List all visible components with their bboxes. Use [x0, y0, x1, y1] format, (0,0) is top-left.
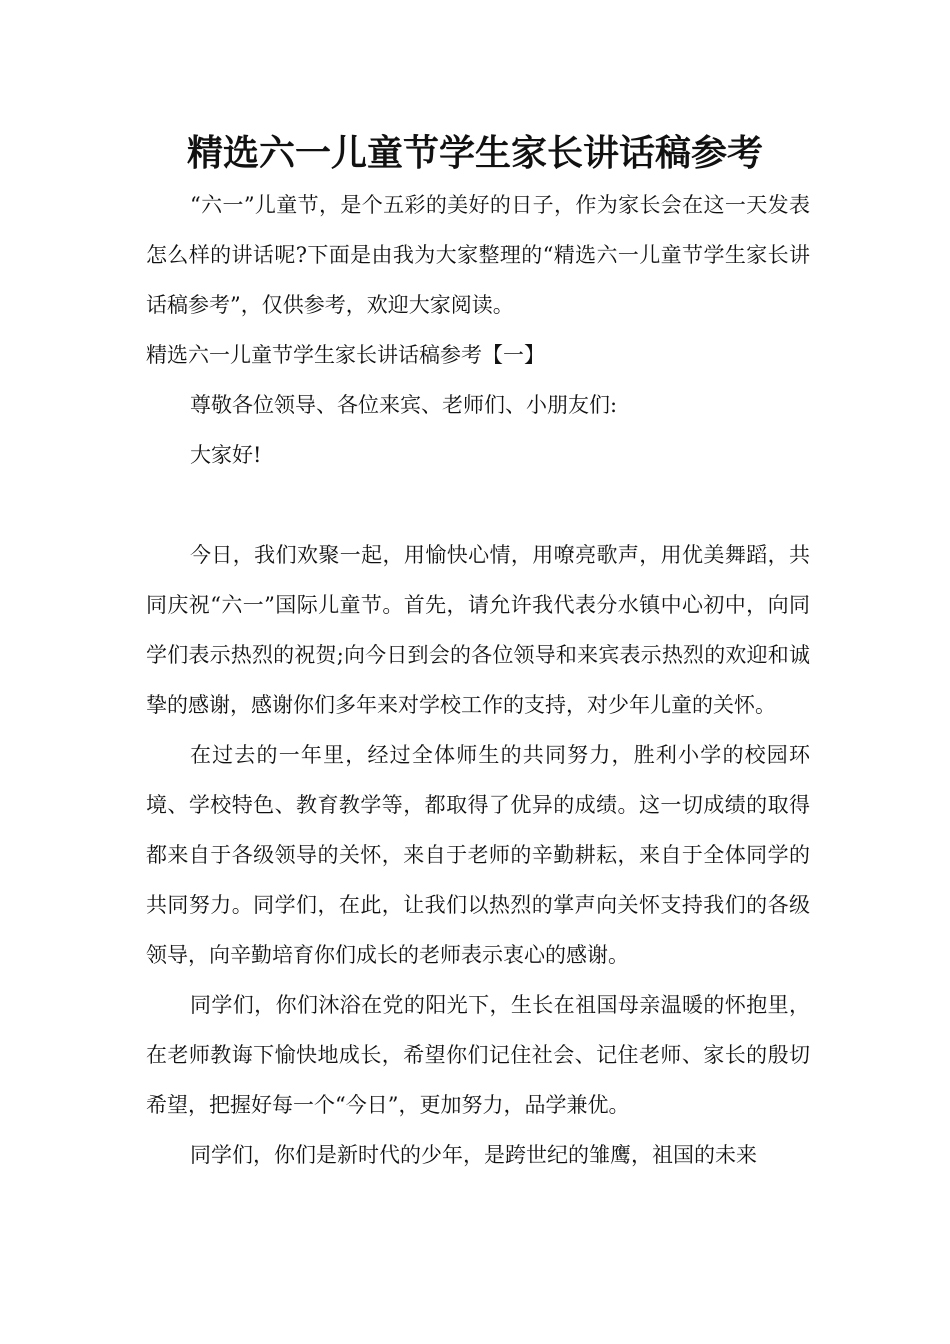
salutation: 尊敬各位领导、各位来宾、老师们、小朋友们: — [190, 393, 618, 417]
intro-paragraph: “六一”儿童节，是个五彩的美好的日子，作为家长会在这一天发表怎么样的讲话呢?下面是由我为大家整理的“精选六一儿童节学生家长讲话稿参考”，仅供参考，欢迎大家阅读。 — [146, 193, 810, 317]
body-paragraph-4: 同学们，你们是新时代的少年，是跨世纪的雏鹰，祖国的未来 — [190, 1143, 757, 1167]
body-paragraph-1: 今日，我们欢聚一起，用愉快心情，用嘹亮歌声，用优美舞蹈，共同庆祝“六一”国际儿童节。首先，请允许我代表分水镇中心初中，向同学们表示热烈的祝贺;向今日到会的各位领导和来宾表示热烈的欢迎和诚挚的感谢，感谢你们多年来对学校工作的支持，对少年儿童的关怀。 — [146, 543, 810, 717]
document-body — [146, 180, 810, 1180]
body-paragraph-2: 在过去的一年里，经过全体师生的共同努力，胜利小学的校园环境、学校特色、教育教学等，都取得了优异的成绩。这一切成绩的取得都来自于各级领导的关怀，来自于老师的辛勤耕耘，来自于全体同学的共同努力。同学们，在此，让我们以热烈的掌声向关怀支持我们的各级领导，向辛勤培育你们成长的老师表示衷心的感谢。 — [146, 743, 810, 967]
greeting: 大家好! — [190, 443, 262, 467]
blank-line — [146, 480, 810, 530]
section-heading: 精选六一儿童节学生家长讲话稿参考【一】 — [146, 343, 545, 367]
document-title: 精选六一儿童节学生家长讲话稿参考 — [186, 132, 763, 174]
body-paragraph-3: 同学们，你们沐浴在党的阳光下，生长在祖国母亲温暖的怀抱里，在老师教诲下愉快地成长，希望你们记住社会、记住老师、家长的殷切希望，把握好每一个“今日”，更加努力，品学兼优。 — [146, 993, 810, 1117]
